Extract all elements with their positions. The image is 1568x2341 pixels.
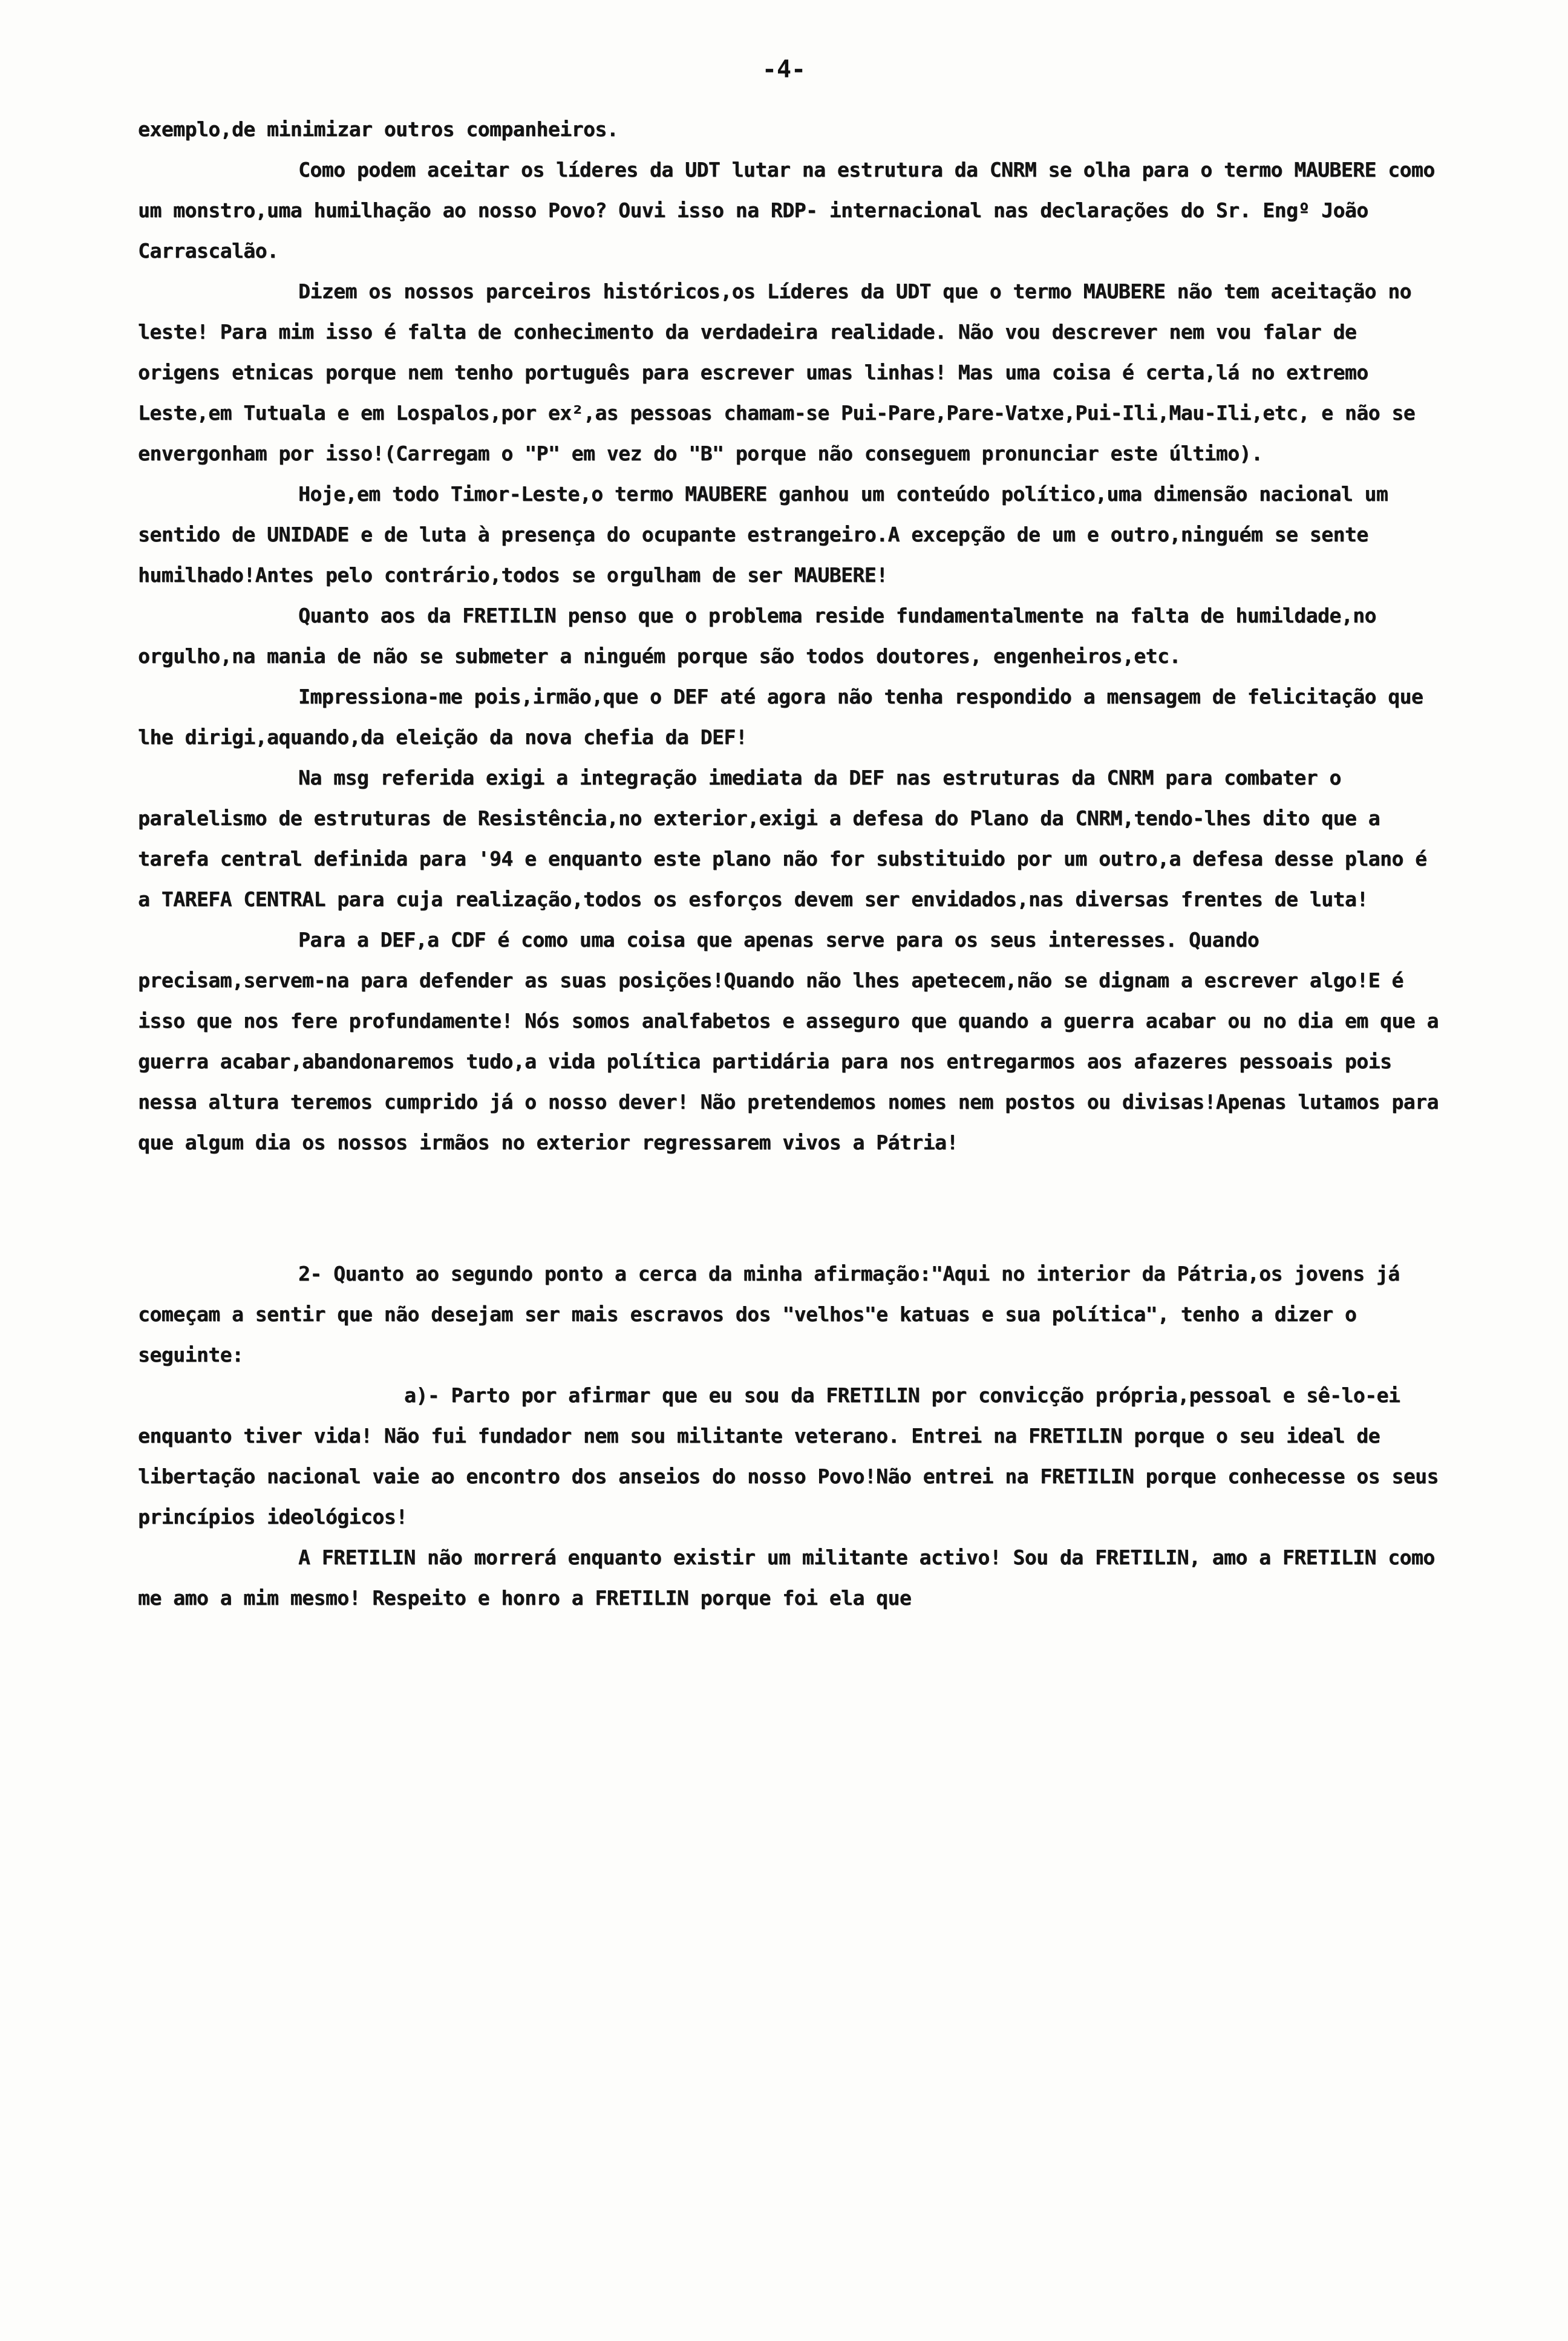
paragraph: A FRETILIN não morrerá enquanto existir um militante activo! Sou da FRETILIN, amo a FRETILIN como me amo a mim mesmo! Respeito e honro a FRETILIN porque foi ela que	[138, 1546, 1435, 1610]
paragraph: Hoje,em todo Timor-Leste,o termo MAUBERE ganhou um conteúdo político,uma dimensão nacional um sentido de UNIDADE e de luta à presença do ocupante estrangeiro.A excepção de um e outro,ninguém se sente humilhado!Antes pelo contrário,todos se orgulham de ser MAUBERE!	[138, 482, 1388, 587]
paragraph: a)- Parto por afirmar que eu sou da FRETILIN por convicção própria,pessoal e sê-lo-ei enquanto tiver vida! Não fui fundador nem sou militante veterano. Entrei na FRETILIN porque o seu ideal de libertação nacional vaie ao encontro dos anseios do nosso Povo!Não entrei na FRETILIN porque conhecesse os seus princípios ideológicos!	[138, 1383, 1439, 1529]
paragraph: Na msg referida exigi a integração imediata da DEF nas estruturas da CNRM para combater o paralelismo de estruturas de Resistência,no exterior,exigi a defesa do Plano da CNRM,tendo-lhes dito que a tarefa central definida para '94 e enquanto este plano não for substituido por um outro,a defesa desse plano é a TAREFA CENTRAL para cuja realização,todos os esforços devem ser envidados,nas diversas frentes de luta!	[138, 766, 1427, 911]
paragraph: Impressiona-me pois,irmão,que o DEF até agora não tenha respondido a mensagem de felicitação que lhe dirigi,aquando,da eleição da nova chefia da DEF!	[138, 685, 1423, 749]
paragraph: Para a DEF,a CDF é como uma coisa que apenas serve para os seus interesses. Quando precisam,servem-na para defender as suas posições!Quando não lhes apetecem,não se dignam a escrever algo!E é isso que nos fere profundamente! Nós somos analfabetos e asseguro que quando a guerra acabar ou no dia em que a guerra acabar,abandonaremos tudo,a vida política partidária para nos entregarmos aos afazeres pessoais pois nessa altura teremos cumprido já o nosso dever! Não pretendemos nomes nem postos ou divisas!Apenas lutamos para que algum dia os nossos irmãos no exterior regressarem vivos a Pátria!	[138, 928, 1439, 1154]
paragraph: Dizem os nossos parceiros históricos,os Líderes da UDT que o termo MAUBERE não tem aceitação no leste! Para mim isso é falta de conhecimento da verdadeira realidade. Não vou descrever nem vou falar de origens etnicas porque nem tenho português para escrever umas linhas! Mas uma coisa é certa,lá no extremo Leste,em Tutuala e em Lospalos,por ex²,as pessoas chamam-se Pui-Pare,Pare-Vatxe,Pui-Ili,Mau-Ili,etc, e não se envergonham por isso!(Carregam o "P" em vez do "B" porque não conseguem pronunciar este último).	[138, 279, 1416, 465]
letter-body	[138, 109, 1445, 1618]
page-number: -4-	[762, 56, 806, 83]
paragraph: Como podem aceitar os líderes da UDT lutar na estrutura da CNRM se olha para o termo MAUBERE como um monstro,uma humilhação ao nosso Povo? Ouvi isso na RDP- internacional nas declarações do Sr. Engº João Carrascalão.	[138, 158, 1435, 263]
section-gap	[138, 1163, 1445, 1253]
paragraph: Quanto aos da FRETILIN penso que o problema reside fundamentalmente na falta de humildade,no orgulho,na mania de não se submeter a ninguém porque são todos doutores, engenheiros,etc.	[138, 604, 1376, 668]
paragraph: exemplo,de minimizar outros companheiros.	[138, 117, 619, 141]
paragraph: 2- Quanto ao segundo ponto a cerca da minha afirmação:"Aqui no interior da Pátria,os jovens já começam a sentir que não desejam ser mais escravos dos "velhos"e katuas e sua política", tenho a dizer o seguinte:	[138, 1262, 1400, 1366]
